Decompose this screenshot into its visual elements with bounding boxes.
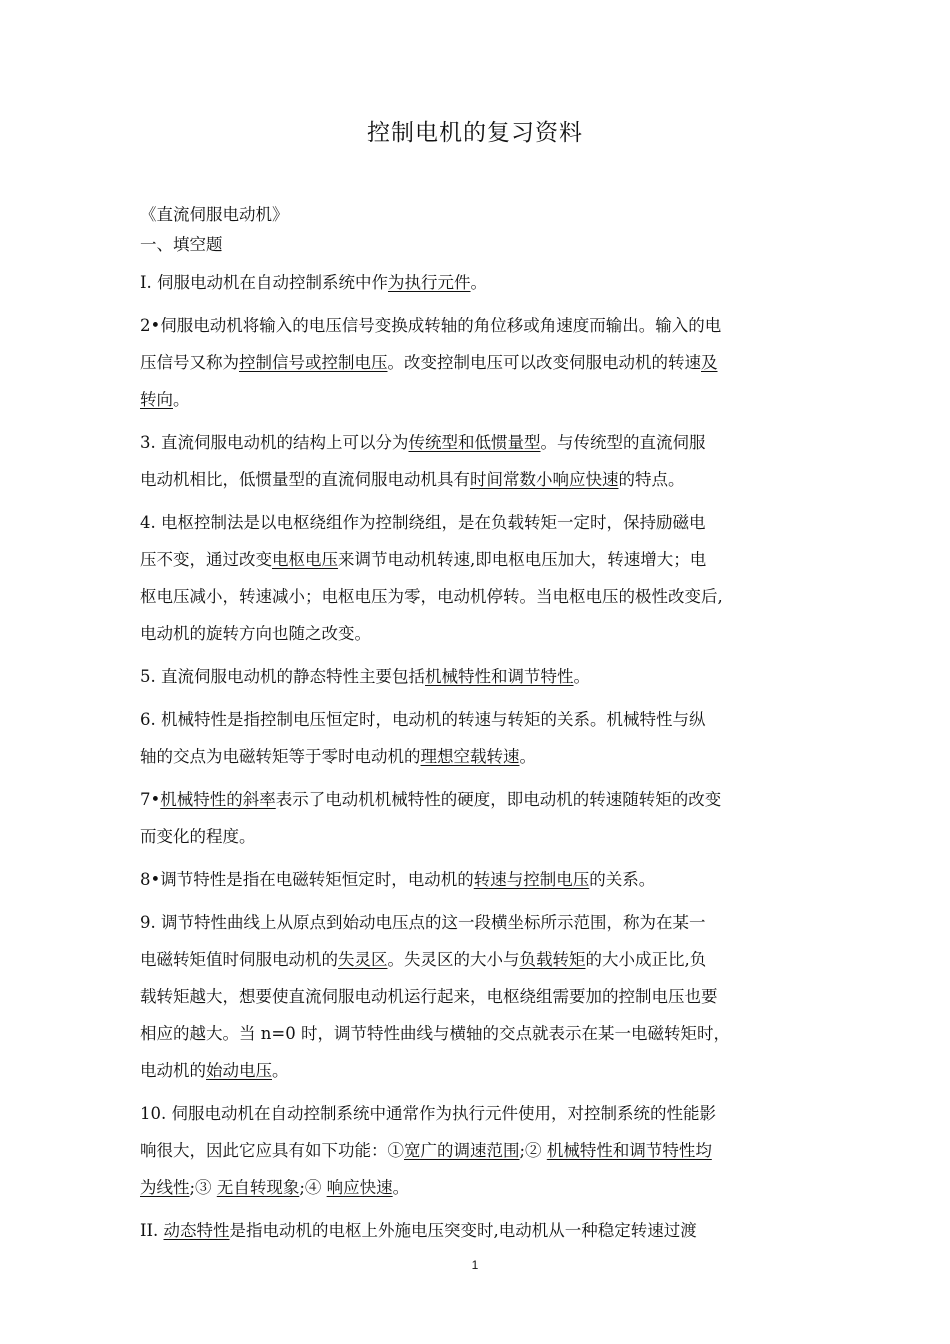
question-text: 表示了电动机机械特性的硬度，即电动机的转速随转矩的改变 xyxy=(275,790,722,809)
question-text: ;② xyxy=(519,1141,547,1160)
text-line xyxy=(140,904,830,941)
page-title: 控制电机的复习资料 xyxy=(367,120,583,146)
text-line xyxy=(140,861,830,898)
text-line xyxy=(140,1015,830,1052)
text-line xyxy=(140,615,830,652)
question-text: 的特点。 xyxy=(618,470,685,489)
answer-text: 传统型和低惯量型 xyxy=(408,433,541,452)
answer-text: 宽广的调速范围 xyxy=(404,1141,520,1160)
answer-text: 为线性 xyxy=(140,1178,190,1197)
text-line xyxy=(140,344,830,381)
question-item xyxy=(140,701,830,775)
question-text: 电动机相比，低惯量型的直流伺服电动机具有 xyxy=(140,470,470,489)
question-text: 响很大，因此它应具有如下功能：① xyxy=(140,1141,404,1160)
question-text: 轴的交点为电磁转矩等于零时电动机的 xyxy=(140,747,421,766)
text-line xyxy=(140,701,830,738)
question-text: 而变化的程度。 xyxy=(140,827,256,846)
question-item xyxy=(140,307,830,418)
question-item xyxy=(140,264,830,301)
question-item xyxy=(140,1212,830,1249)
text-line xyxy=(140,658,830,695)
question-text: 相应的越大。当 n=0 时，调节特性曲线与横轴的交点就表示在某一电磁转矩时， xyxy=(140,1024,730,1043)
text-line xyxy=(140,541,830,578)
question-text: 压信号又称为 xyxy=(140,353,239,372)
question-item xyxy=(140,904,830,1089)
question-text: 的关系。 xyxy=(589,870,656,889)
question-text: 。 xyxy=(573,667,590,686)
text-line xyxy=(140,1212,830,1249)
answer-text: 电枢电压 xyxy=(272,550,338,569)
answer-text: 响应快速 xyxy=(326,1178,393,1197)
question-text: 。与传统型的直流伺服 xyxy=(540,433,706,452)
question-text: 7• xyxy=(140,790,161,809)
text-line xyxy=(140,1052,830,1089)
question-text: 载转矩越大，想要使直流伺服电动机运行起来，电枢绕组需要加的控制电压也要 xyxy=(140,987,718,1006)
question-text: 电动机的旋转方向也随之改变。 xyxy=(140,624,371,643)
answer-text: 失灵区 xyxy=(338,950,388,969)
answer-text: 理想空载转速 xyxy=(420,747,520,766)
question-text: 的大小成正比,负 xyxy=(585,950,707,969)
question-text: 。改变控制电压可以改变伺服电动机的转速 xyxy=(387,353,701,372)
text-line xyxy=(140,1095,830,1132)
answer-text: 控制信号或控制电压 xyxy=(239,353,388,372)
question-text: 9. 调节特性曲线上从原点到始动电压点的这一段横坐标所示范围，称为在某一 xyxy=(140,913,706,932)
answer-text: 动态特性 xyxy=(163,1221,230,1240)
answer-text: 转向 xyxy=(140,390,173,409)
question-text: 。 xyxy=(392,1178,410,1197)
document-body xyxy=(140,200,830,1255)
text-line xyxy=(140,1169,830,1206)
question-text: ;④ xyxy=(299,1178,327,1197)
question-text: 电磁转矩值时伺服电动机的 xyxy=(140,950,338,969)
text-line xyxy=(140,941,830,978)
question-text: 电动机的 xyxy=(140,1061,206,1080)
question-text: 3. 直流伺服电动机的结构上可以分为 xyxy=(140,433,409,452)
text-line xyxy=(140,424,830,461)
text-line xyxy=(140,461,830,498)
text-line xyxy=(140,978,830,1015)
answer-text: 及 xyxy=(701,353,718,372)
answer-text: 始动电压 xyxy=(206,1061,272,1080)
question-text: 是指电动机的电枢上外施电压突变时,电动机从一种稳定转速过渡 xyxy=(229,1221,697,1240)
question-item xyxy=(140,1095,830,1206)
fill-in-items xyxy=(140,264,830,1249)
question-text: 。 xyxy=(470,273,488,292)
question-text: 5. 直流伺服电动机的静态特性主要包括 xyxy=(140,667,425,686)
question-text: 压不变，通过改变 xyxy=(140,550,272,569)
text-line xyxy=(140,738,830,775)
question-text: 。失灵区的大小与 xyxy=(387,950,520,969)
question-item xyxy=(140,504,830,652)
question-text: I. 伺服电动机在自动控制系统中作 xyxy=(140,273,389,292)
answer-text: 机械特性和调节特性均 xyxy=(546,1141,712,1160)
text-line xyxy=(140,781,830,818)
question-text: 2•伺服电动机将输入的电压信号变换成转轴的角位移或角速度而输出。输入的电 xyxy=(140,316,722,335)
text-line xyxy=(140,381,830,418)
answer-text: 负载转矩 xyxy=(519,950,586,969)
question-item xyxy=(140,424,830,498)
text-line xyxy=(140,504,830,541)
text-line xyxy=(140,307,830,344)
answer-text: 无自转现象 xyxy=(216,1178,300,1197)
question-text: 来调节电动机转速,即电枢电压加大，转速增大；电 xyxy=(338,550,707,569)
section-heading: 《直流伺服电动机》 xyxy=(140,205,289,224)
question-text: 。 xyxy=(272,1061,289,1080)
page-number: 1 xyxy=(471,1258,479,1272)
question-text: 6. 机械特性是指控制电压恒定时，电动机的转速与转矩的关系。机械特性与纵 xyxy=(140,710,706,729)
answer-text: 转速与控制电压 xyxy=(473,870,590,889)
answer-text: 为执行元件 xyxy=(388,273,471,292)
answer-text: 机械特性的斜率 xyxy=(160,790,276,809)
question-text: II. xyxy=(140,1221,164,1240)
answer-text: 机械特性和调节特性 xyxy=(425,667,574,686)
subsection-heading: 一、填空题 xyxy=(140,235,223,254)
text-line xyxy=(140,264,830,301)
question-text: 。 xyxy=(519,747,536,766)
question-text: ;③ xyxy=(189,1178,217,1197)
question-item xyxy=(140,781,830,855)
text-line xyxy=(140,578,830,615)
text-line xyxy=(140,1132,830,1169)
question-item xyxy=(140,658,830,695)
question-item xyxy=(140,861,830,898)
question-text: 4. 电枢控制法是以电枢绕组作为控制绕组，是在负载转矩一定时，保持励磁电 xyxy=(140,513,706,532)
question-text: 枢电压减小，转速减小；电枢电压为零，电动机停转。当电枢电压的极性改变后, xyxy=(140,587,723,606)
question-text: 8•调节特性是指在电磁转矩恒定时，电动机的 xyxy=(140,870,474,889)
question-text: 10. 伺服电动机在自动控制系统中通常作为执行元件使用，对控制系统的性能影 xyxy=(140,1104,716,1123)
question-text: 。 xyxy=(173,390,190,409)
text-line xyxy=(140,818,830,855)
answer-text: 时间常数小响应快速 xyxy=(470,470,619,489)
